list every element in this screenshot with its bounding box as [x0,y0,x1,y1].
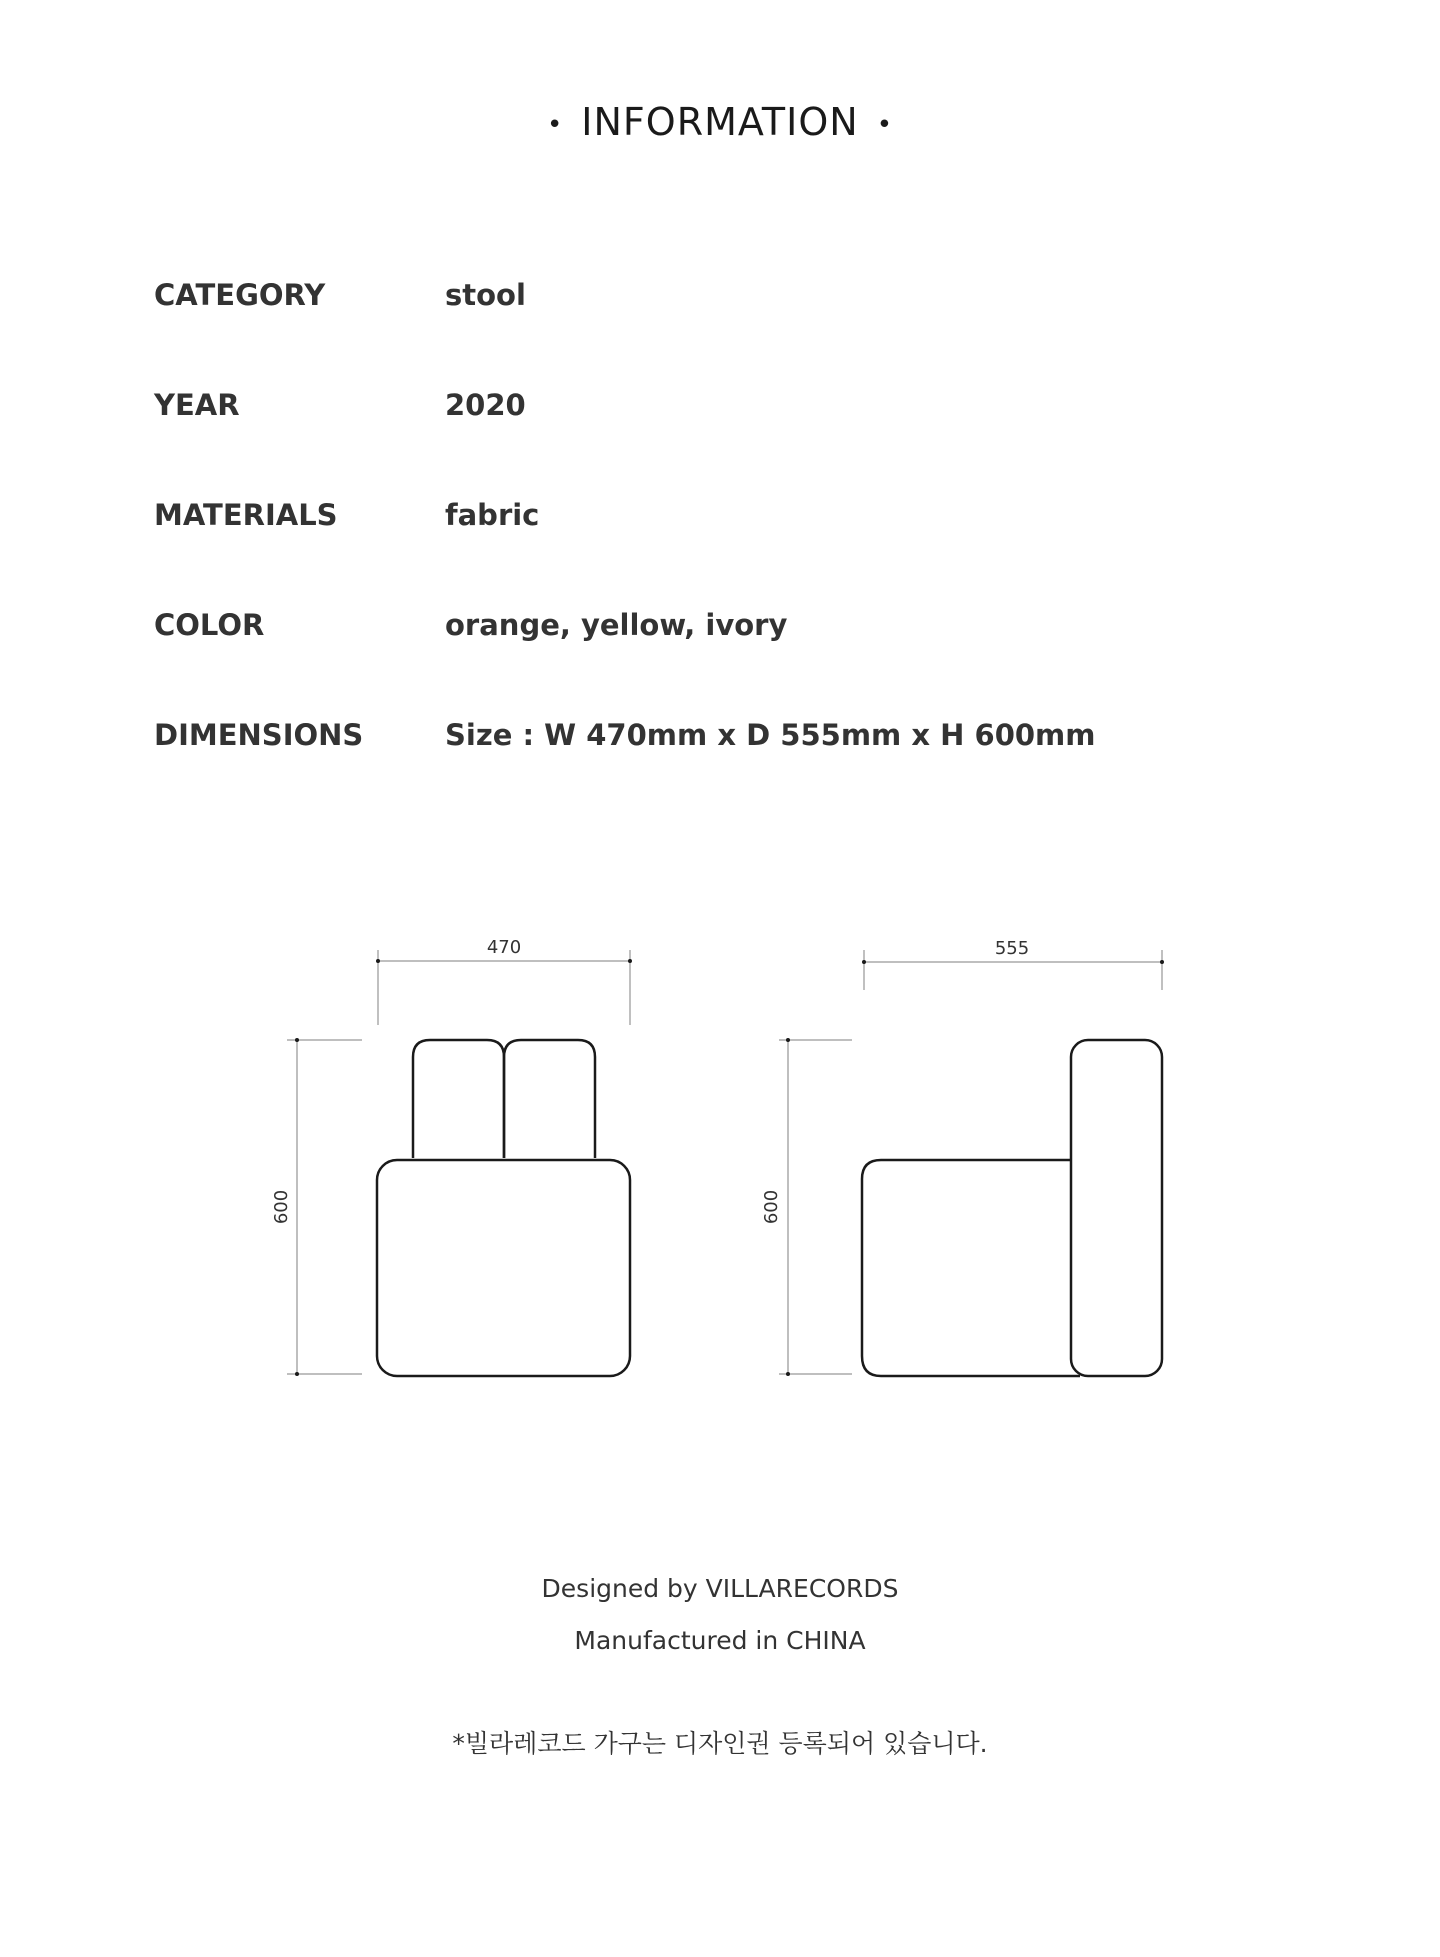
front-height-label: 600 [271,1189,292,1225]
info-value: orange, yellow, ivory [445,608,788,642]
info-label: COLOR [154,608,265,642]
info-value: 2020 [445,388,526,422]
front-width-dimension [378,950,630,1025]
front-width-label: 470 [486,937,522,958]
info-label: YEAR [154,388,240,422]
page-title-text: INFORMATION [581,100,859,144]
front-view [377,1040,630,1376]
bullet-left: • [546,109,564,140]
info-value: fabric [445,498,540,532]
info-label: DIMENSIONS [154,718,364,752]
info-label: CATEGORY [154,278,326,312]
side-view [862,1040,1162,1376]
side-backrest [1071,1040,1162,1376]
side-seat-body [862,1160,1080,1376]
info-label: MATERIALS [154,498,338,532]
front-seat-body [377,1160,630,1376]
side-depth-label: 555 [994,938,1030,959]
side-height-dimension [779,1040,852,1374]
bullet-right: • [876,109,894,140]
side-height-label: 600 [761,1189,782,1225]
front-left-cushion [413,1040,504,1158]
front-right-cushion [504,1040,595,1158]
manufacture-origin: Manufactured in CHINA [574,1626,866,1655]
info-value: stool [445,278,526,312]
info-value: Size : W 470mm x D 555mm x H 600mm [445,718,1096,752]
designer-credit: Designed by VILLARECORDS [541,1574,899,1603]
design-rights-notice: *빌라레코드 가구는 디자인권 등록되어 있습니다. [452,1729,988,1758]
front-height-dimension [287,1040,362,1374]
